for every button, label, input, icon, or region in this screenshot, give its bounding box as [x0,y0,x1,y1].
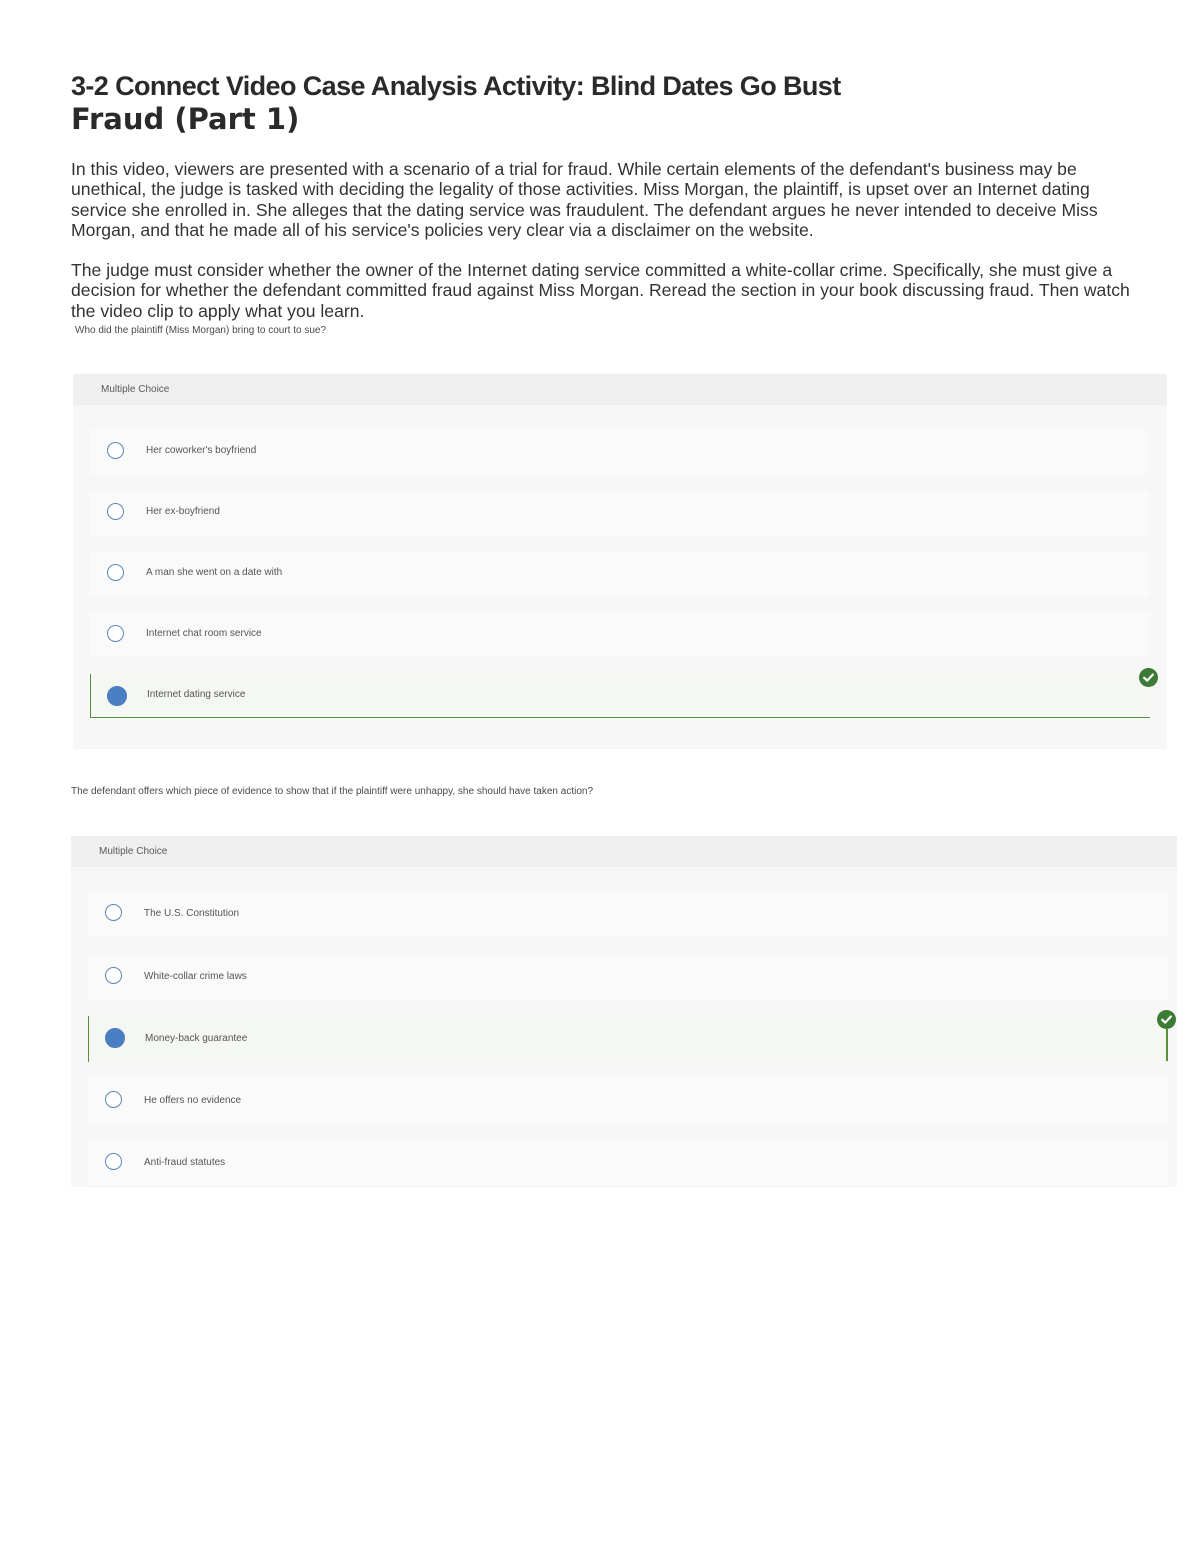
question-2-option-2[interactable] [88,954,1168,1000]
question-1-option-4[interactable] [90,613,1149,657]
option-label: He offers no evidence [144,1095,242,1106]
radio-button[interactable] [105,904,122,921]
question-2-prompt: The defendant offers which piece of evidence to show that if the plaintiff were unhappy, she should have taken action? [71,786,594,797]
option-label: White-collar crime laws [144,971,247,982]
question-2-option-4[interactable] [88,1078,1168,1124]
radio-button[interactable] [107,625,124,642]
page-subtitle: Fraud (Part 1) [71,102,300,136]
question-1-option-3[interactable] [90,552,1149,596]
option-label: Her ex-boyfriend [146,506,220,517]
page-title: 3-2 Connect Video Case Analysis Activity: Blind Dates Go Bust [71,71,841,101]
radio-button-selected[interactable] [107,686,127,706]
question-2-option-5[interactable] [88,1140,1168,1186]
option-label: Her coworker's boyfriend [146,445,257,456]
question-2-option-1[interactable] [88,891,1168,937]
option-label: Internet chat room service [146,628,262,639]
intro-paragraph-1: In this video, viewers are presented with a scenario of a trial for fraud. While certain elements of the defendant's business may be unethical, the judge is tasked with deciding the legality of those activities. Miss Morgan, the plaintiff, is upset over an Internet dating service she enrolled in. She alleges that the dating service was fraudulent. The defendant argues he never intended to deceive Miss Morgan, and that he made all of his service's policies very clear via a disclaimer on the website. [71,159,1098,240]
question-1-header [73,374,1167,405]
question-2-card [71,836,1177,1187]
question-1-option-1[interactable] [90,430,1149,474]
question-2-option-3[interactable] [88,1016,1169,1062]
question-type-label: Multiple Choice [101,384,170,395]
question-1-option-5[interactable] [90,674,1150,718]
check-circle-icon [1139,668,1158,687]
option-label: Money-back guarantee [145,1033,248,1044]
question-1-prompt: Who did the plaintiff (Miss Morgan) bring to court to sue? [75,325,327,336]
question-2-header [71,836,1177,867]
option-label: A man she went on a date with [146,567,283,578]
check-circle-icon [1157,1010,1176,1029]
intro-paragraph-2: The judge must consider whether the owner of the Internet dating service committed a white-collar crime. Specifically, she must give a decision for whether the defendant committed fraud against Miss Morgan. Reread the section in your book discussing fraud. Then watch the video clip to apply what you learn. [71,260,1130,321]
question-1-card [73,374,1167,749]
radio-button[interactable] [107,442,124,459]
option-label: Anti-fraud statutes [144,1157,226,1168]
radio-button[interactable] [107,503,124,520]
question-1-option-2[interactable] [90,491,1149,535]
radio-button[interactable] [105,1091,122,1108]
selected-option-border [1166,1029,1168,1061]
option-label: Internet dating service [147,689,246,700]
radio-button-selected[interactable] [105,1028,125,1048]
option-label: The U.S. Constitution [144,908,240,919]
radio-button[interactable] [105,1153,122,1170]
question-type-label: Multiple Choice [99,846,168,857]
radio-button[interactable] [107,564,124,581]
radio-button[interactable] [105,967,122,984]
